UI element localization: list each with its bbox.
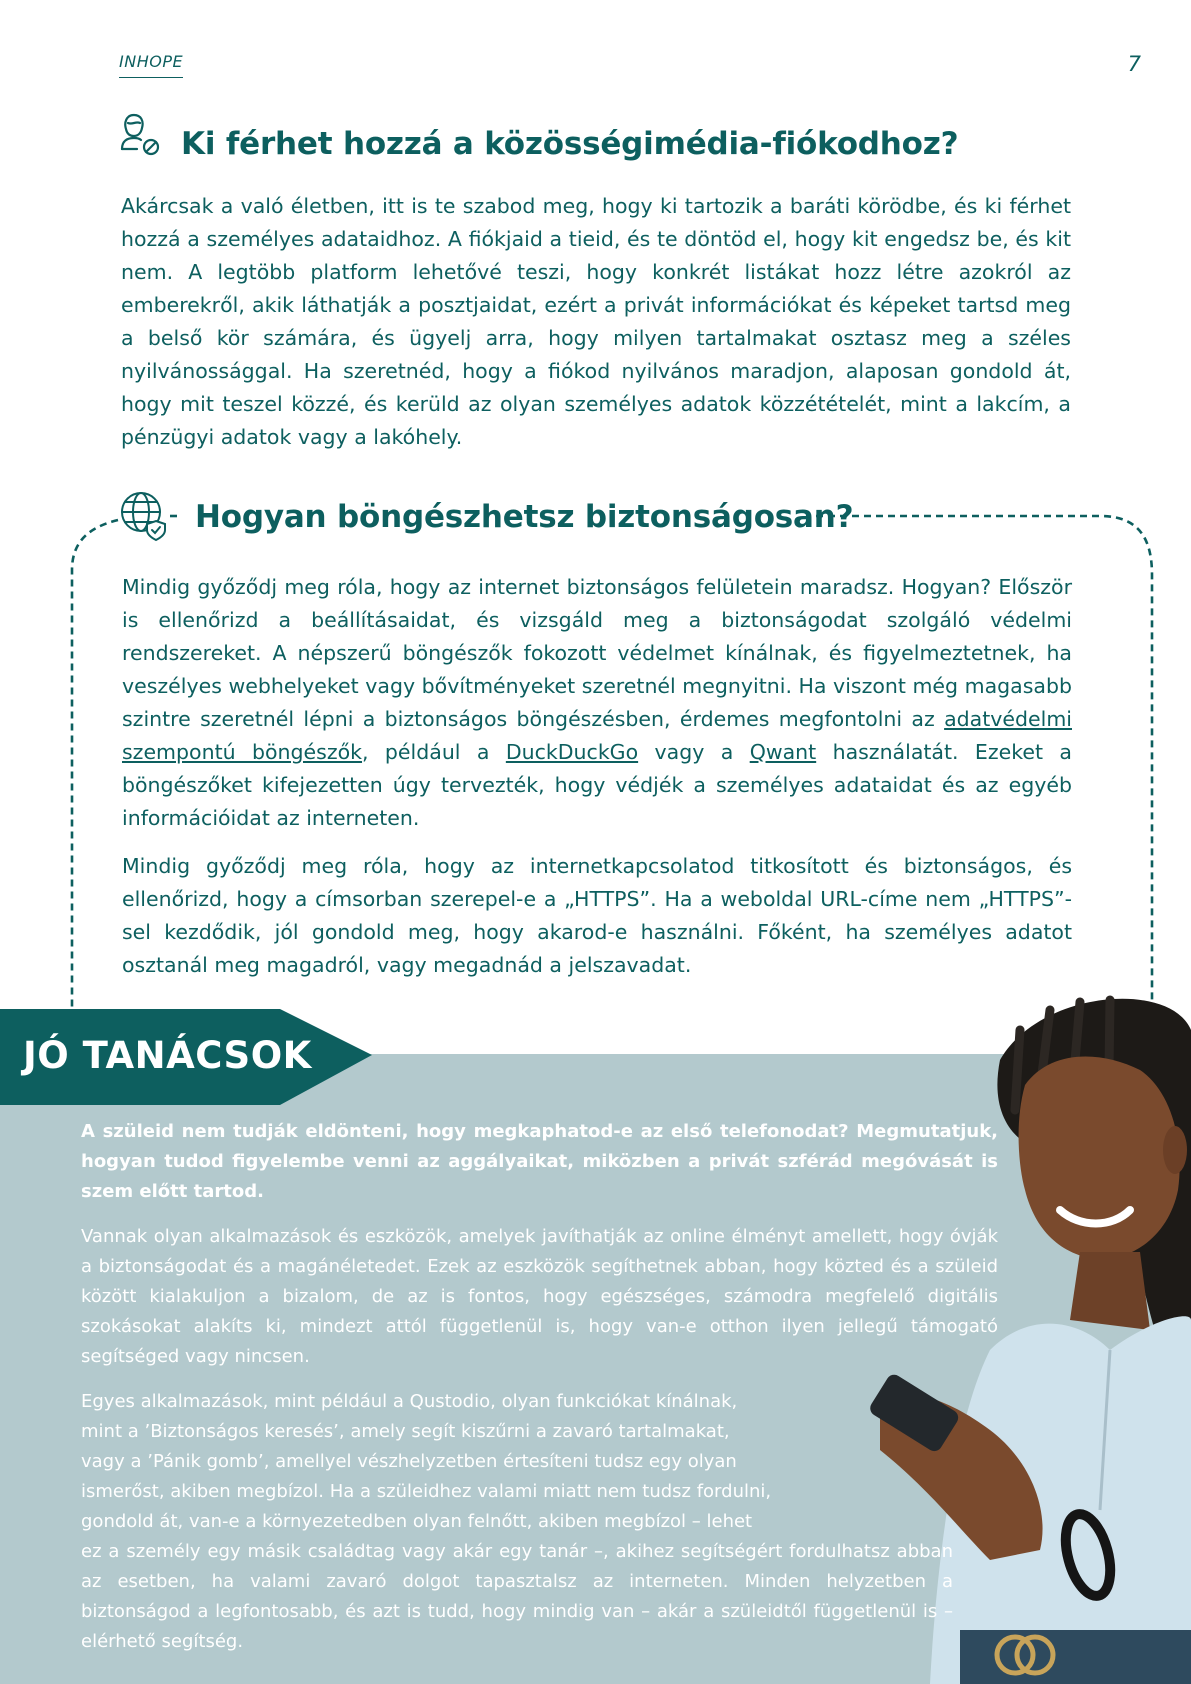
tips-paragraph-2-rest: ez a személy egy másik családtag vagy akár egy tanár –, akihez segítségért fordulhatsz abban az esetben, ha valami zavaró dolgot tapasztalsz az interneten. Minden helyzetben a biztonságod a legfontosabb, és azt is tudd, hogy mindig van – akár a szüleidtől függetlenül is – elérhető segítség. [81,1541,953,1652]
tips-paragraph-2-line: vagy a ’Pánik gomb’, amellyel vészhelyzetben értesíteni tudsz egy olyan [81,1451,737,1472]
section-text-browsing-2: Mindig győződj meg róla, hogy az internetkapcsolatod titkosított és biztonságos, és ellenőrizd, hogy a címsorban szerepel-e a „HTTPS”. Ha a weboldal URL-címe nem „HTTPS”-sel kezdődik, jól gondold meg, hogy akarod-e használni. Főként, ha személyes adatot osztanál meg magadról, vagy megadnád a jelszavadat. [122,854,1072,977]
tips-paragraph-2-line: mint a ’Biztonságos keresés’, amely segít kiszűrni a zavaró tartalmakat, [81,1421,730,1442]
tips-paragraph-2 [81,1387,998,1537]
section-title-browsing: Hogyan böngészhetsz biztonságosan? [195,499,854,535]
header-tag: INHOPE [119,52,183,78]
section-text-social-media: Akárcsak a való életben, itt is te szabod meg, hogy ki tartozik a baráti körödbe, és ki férhet hozzá a személyes adataidhoz. A fiókjaid a tieid, és te döntöd el, hogy kit engedsz be, és kit nem. A legtöbb platform lehetővé teszi, hogy konkrét listákat hozz létre azokról az emberekről, akik láthatják a posztjaidat, ezért a privát információkat és képeket tartsd meg a belső kör számára, és ügyelj arra, hogy milyen tartalmakat osztasz meg a széles nyilvánossággal. Ha szeretnéd, hogy a fiókod nyilvános maradjon, alaposan gondold át, hogy mit teszel közzé, és kerüld az olyan személyes adatok közzétételét, mint a lakcím, a pénzügyi adatok vagy a lakóhely. [121,194,1071,449]
tips-paragraph-2-line: Egyes alkalmazások, mint például a Qustodio, olyan funkciókat kínálnak, [81,1391,738,1412]
tips-title: JÓ TANÁCSOK [23,1034,312,1077]
qwant-link[interactable]: Qwant [749,740,817,764]
globe-shield-icon [119,490,171,542]
section-title-social-media: Ki férhet hozzá a közösségimédia-fiókodhoz? [181,126,959,162]
page-number: 7 [1127,52,1141,76]
tips-intro: A szüleid nem tudják eldönteni, hogy megkaphatod-e az első telefonodat? Megmutatjuk, hogyan tudod figyelembe venni az aggályaikat, miközben a privát szférád megóvását is szem előtt tartod. [81,1121,998,1202]
tips-paragraph-2-line: ismerőst, akiben megbízol. Ha a szüleidhez valami miatt nem tudsz fordulni, [81,1481,772,1502]
privacy-browsers-link[interactable]: adatvédelmi szempontú böngészők [122,707,1072,764]
tips-paragraph-2-line: gondold át, van-e a környezetedben olyan felnőtt, akiben megbízol – lehet [81,1511,753,1532]
duckduckgo-link[interactable]: DuckDuckGo [505,740,639,764]
tips-paragraph-1: Vannak olyan alkalmazások és eszközök, amelyek javíthatják az online élményt amellett, hogy óvják a biztonságodat és a magánéletedet. Ezek az eszközök segíthetnek abban, hogy közted és a szüleid között kialakuljon a bizalom, de az is fontos, hogy egészséges, számodra megfelelő digitális szokásokat alakíts ki, mindezt attól függetlenül is, hogy van-e otthon ilyen jellegű támogató segítséged vagy nincsen. [81,1226,998,1367]
section-text-browsing-1: Mindig győződj meg róla, hogy az internet biztonságos felületein maradsz. Hogyan? Először is ellenőrizd a beállításaidat, és vizsgáld meg a biztonságodat szolgáló védelmi rendszereket. A népszerű böngészők fokozott védelmet kínálnak, és figyelmeztetnek, ha veszélyes webhelyeket vagy bővítményeket szeretnél megnyitni. Ha viszont még magasabb szintre szeretnél lépni a biztonságos böngészésben, érdemes megfontolni az adatvédelmi szempontú böngészők, például a DuckDuckGo vagy a Qwant használatát. Ezeket a böngészőket kifejezetten úgy tervezték, hogy védjék a személyes adataidat és az egyéb információidat az interneten. [122,575,1072,830]
